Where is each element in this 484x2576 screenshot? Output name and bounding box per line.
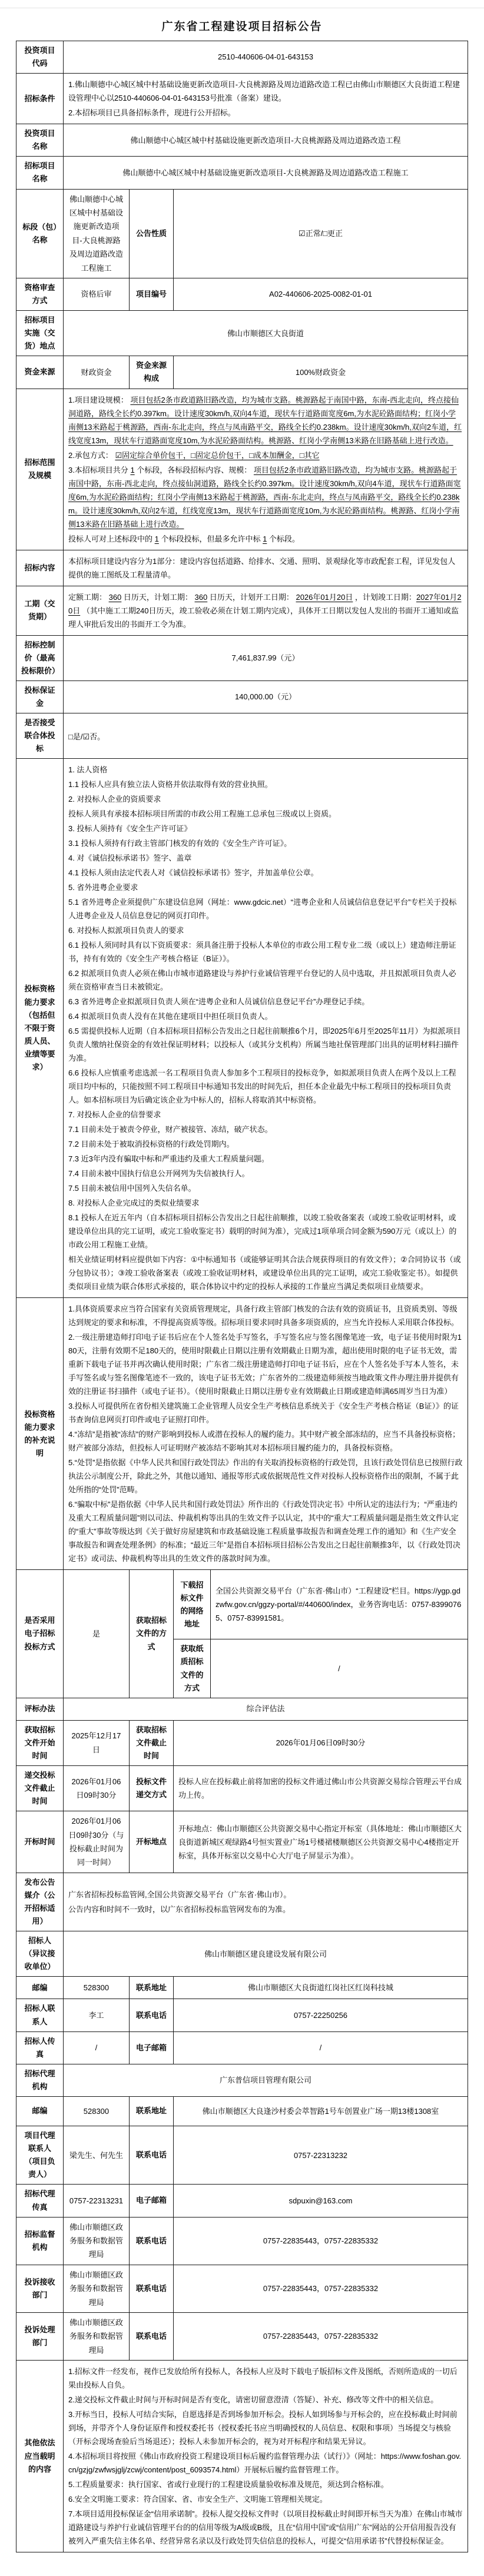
postal-code-2-label: 邮编 <box>16 2097 63 2126</box>
section-name-value: 佛山顺德中心城区城中村基础设施更新改造项目-大良桃源路及周边道路改造工程施工 <box>63 189 129 278</box>
tenderer-email-label: 电子邮箱 <box>129 2031 173 2064</box>
submit-method-label: 投标文件递交方式 <box>129 1765 173 1811</box>
row-qualification-method <box>16 278 468 310</box>
contact-address-1-label: 联系地址 <box>129 1977 173 1999</box>
document-end-value: 2026年01月06日09时30分 <box>173 1720 468 1765</box>
supervisor-label: 招标监督机构 <box>16 2217 63 2265</box>
row-section-name <box>16 189 468 278</box>
tenderer-fax-value: / <box>63 2031 129 2064</box>
submit-deadline-label: 递交投标文件截止时间 <box>16 1765 63 1811</box>
announcement-table <box>16 41 468 2552</box>
fund-source-value: 财政资金 <box>63 356 129 389</box>
opening-time-label: 开标时间 <box>16 1811 63 1873</box>
row-tender-conditions <box>16 74 468 124</box>
complaint-handle-phone-label: 联系电话 <box>129 2312 173 2360</box>
tender-content-value: 本招标项目建设内容分为1部分：建设内容包括道路、给排水、交通、照明、景观绿化等市政配套工程，详见发包人提供的施工图纸及工程量清单。 <box>63 550 468 586</box>
postal-code-2-value: 528300 <box>63 2097 129 2126</box>
announcement-nature-label: 公告性质 <box>129 189 173 278</box>
tender-conditions-value: 1.佛山顺德中心城区城中村基础设施更新改造项目-大良桃源路及周边道路改造工程已由佛山市顺德区大良街道工程建设管理中心以2510-440606-04-01-643153号批准（备案）建设。 2.本招标项目已具备招标条件，现进行公开招标。 <box>63 74 468 124</box>
electronic-bidding-value: 是 <box>63 1570 129 1698</box>
agency-phone-label: 联系电话 <box>129 2126 173 2185</box>
tender-project-name-label: 招标项目名称 <box>16 157 63 189</box>
tender-content-label: 招标内容 <box>16 550 63 586</box>
qualification-requirements-label: 投标资格能力要求（包括但不限于资质人员、业绩等要求） <box>16 759 63 1298</box>
agency-value: 广东普信项目管理有限公司 <box>63 2064 468 2096</box>
investment-code-label: 投资项目代码 <box>16 41 63 74</box>
row-complaint-receive <box>16 2265 468 2312</box>
opening-place-label: 开标地点 <box>129 1811 173 1873</box>
supervisor-value: 佛山市顺德区政务服务和数据管理局 <box>63 2217 129 2265</box>
announcement-media-value: 广东省招标投标监管网,全国公共资源交易平台（广东省·佛山市）。 公告内容和时间不一致时，以广东省招标投标监管网发布的为准。 <box>63 1873 468 1931</box>
row-delivery-location <box>16 311 468 356</box>
paper-document-label: 获取纸质招标文件的方式 <box>173 1639 210 1698</box>
delivery-location-value: 佛山市顺德区大良街道 <box>63 311 468 356</box>
row-document-time <box>16 1720 468 1765</box>
row-postal-code-1 <box>16 1977 468 1999</box>
row-tender-scope <box>16 389 468 550</box>
other-content-label: 其他依法应当载明的内容 <box>16 2361 63 2552</box>
announcement-media-label: 发布公告媒介（公开招标适用） <box>16 1873 63 1931</box>
complaint-handle-label: 投诉处理部门 <box>16 2312 63 2360</box>
complaint-receive-phone-label: 联系电话 <box>129 2265 173 2312</box>
joint-venture-value: □是/☑否。 <box>63 713 468 759</box>
row-investment-name <box>16 124 468 157</box>
tender-conditions-label: 招标条件 <box>16 74 63 124</box>
tenderer-label: 招标人（异议接收单位） <box>16 1931 63 1977</box>
row-other-content <box>16 2361 468 2552</box>
agency-contact-value: 梁先生、何先生 <box>63 2126 129 2185</box>
complaint-handle-value: 佛山市顺德区政务服务和数据管理局 <box>63 2312 129 2360</box>
qualification-supplement-label: 投标资格能力要求的补充说明 <box>16 1298 63 1570</box>
tenderer-phone-label: 联系电话 <box>129 1999 173 2031</box>
tender-announcement-page <box>0 8 484 2552</box>
row-tenderer <box>16 1931 468 1977</box>
complaint-receive-phone-value: 0757-22835443，0757-22835332 <box>173 2265 468 2312</box>
agency-fax-value: 0757-22313231 <box>63 2185 129 2217</box>
row-complaint-handle <box>16 2312 468 2360</box>
control-price-label: 招标控制价（最高投标限价） <box>16 635 63 680</box>
complaint-receive-value: 佛山市顺德区政务服务和数据管理局 <box>63 2265 129 2312</box>
row-tenderer-contact <box>16 1999 468 2031</box>
tenderer-contact-label: 招标人联系人 <box>16 1999 63 2031</box>
duration-label: 工期（交货期） <box>16 586 63 635</box>
contact-address-2-value: 佛山市顺德区大良逢沙村委会萃智路1号车创置业广场一期13楼1308室 <box>173 2097 468 2126</box>
investment-name-value: 佛山顺德中心城区城中村基础设施更新改造项目-大良桃源路及周边道路改造工程 <box>63 124 468 157</box>
download-url-value: 全国公共资源交易平台（广东省·佛山市）“工程建设”栏目。https://ygp.gdzwfw.gov.cn/ggzy-portal/#/440600/index，业务咨询电话：0757-83990765、0757-83991581。 <box>210 1570 468 1639</box>
contact-address-1-value: 佛山市顺德区大良街道红岗社区红岗科技城 <box>173 1977 468 1999</box>
row-agency <box>16 2064 468 2096</box>
row-tenderer-fax <box>16 2031 468 2064</box>
tenderer-contact-value: 李工 <box>63 1999 129 2031</box>
supervisor-phone-label: 联系电话 <box>129 2217 173 2265</box>
row-supervisor <box>16 2217 468 2265</box>
tender-project-name-value: 佛山顺德中心城区城中村基础设施更新改造项目-大良桃源路及周边道路改造工程施工 <box>63 157 468 189</box>
row-fund-source <box>16 356 468 389</box>
document-start-value: 2025年12月17日 <box>63 1720 129 1765</box>
other-content-value: 1.招标文件一经发布，视作已发放给所有投标人，各投标人应及时下载电子版招标文件及图纸，否则所造成的一切后果由投标人自负。 2.递交投标文件截止时间与开标时间是否有变化，请密切留意澄清（答疑）、补充、修改等文件中的相关信息。 3.开标当日，投标人可结合实际，自愿选择是否到场参加开标会。投标人如到场参与开标会的，应在投标截止时间前到场，并带齐个人身份证原件和授权委托书（授权委托书应当明确授权的人员信息、权限和事项）当场提交与核验（开标会现场查验后当场退还）；投标人未参加开标会的，视为对开标程序和结果无异议。 4.本招标项目将按照《佛山市政府投资工程建设项目标后履约监督管理办法（试行）》（网址：https://www.foshan.gov.cn/gzjg/zwfwsjglj/zcwj/content/post_6093574.html）开展标后履约监督管理工作。 5.工程质量要求：执行国家、省或行业现行的工程建设质量验收标准及规范，须达到合格标准。 6.安全文明施工要求：符合国家、省、市安全生产、文明施工管理相关规定。 7.本项目适用投标保证金“信用承诺制”。投标人提交投标文件时（以项目投标截止时间即开标当天为准）在佛山市城市道路建设与养护行业诚信管理平台的的信用等级为A级或B级，且在“信用中国”或“信用广东”网站的公开信用报告没有被列入严重失信主体名单、经营异常名录以及行政处罚失信信息的投标人，可提交“信用承诺书”代替投标保证金。 <box>63 2361 468 2552</box>
agency-contact-label: 项目代理联系人（项目负责人） <box>16 2126 63 2185</box>
agency-phone-value: 0757-22313232 <box>173 2126 468 2185</box>
evaluation-method-label: 评标办法 <box>16 1698 63 1720</box>
row-submit-deadline <box>16 1765 468 1811</box>
qualification-method-value: 资格后审 <box>63 278 129 310</box>
complaint-receive-label: 投诉接收部门 <box>16 2265 63 2312</box>
bid-deposit-label: 投标保证金 <box>16 680 63 713</box>
fund-composition-value: 100%财政资金 <box>173 356 468 389</box>
qualification-method-label: 资格审查方式 <box>16 278 63 310</box>
row-qualification-supplement <box>16 1298 468 1570</box>
opening-place-value: 开标地点：佛山市顺德区公共资源交易中心指定开标室（具体地址：佛山市顺德区大良街道新城区观绿路4号恒实置业广场1号楼裙楼顺德区公共资源交易中心4楼指定开标室，具体开标室以交易中心大厅电子屏显示为准）。 <box>173 1811 468 1873</box>
control-price-value: 7,461,837.99（元） <box>63 635 468 680</box>
submit-method-value: 投标人应在投标截止前将加密的投标文件通过佛山市公共资源交易综合管理云平台成功上传。 <box>173 1765 468 1811</box>
fund-source-label: 资金来源 <box>16 356 63 389</box>
obtain-method-label: 获取招标文件的方式 <box>129 1570 173 1698</box>
tenderer-email-value: / <box>173 2031 468 2064</box>
row-joint-venture <box>16 713 468 759</box>
tender-scope-label: 招标范围及规模 <box>16 389 63 550</box>
agency-label: 招标代理机构 <box>16 2064 63 2096</box>
tender-scope-value: 1.项目建设规模： 项目包括2条市政道路旧路改造，均为城市支路。桃源路起于南国中路，东南-西北走向，终点接仙洞道路，路线全长约0.397km。设计速度30km/h,双向4车道，现状车行道路面宽度6m,为水泥砼路面结构；红岗小学南侧13米路起于桃源路，西南-东北走向，终点与凤南路平交，路线全长约0.238km。设计速度30km/h,双向2车道，红线宽度13m，现状车行道路面宽度10m,为水泥砼路面结构。桃源路、红岗小学南侧13米路在旧路基础上进行改造。 2.承包方式： ☑固定综合单价包干，□固定总价包干，□成本加酬金，□其它 3.本招标项目共分 1 个标段，各标段招标内容、规模： 项目包括2条市政道路旧路改造，均为城市支路。桃源路起于南国中路，东南-西北走向，终点接仙洞道路，路线全长约0.397km。设计速度30km/h,双向4车道，现状车行道路面宽度6m,为水泥砼路面结构；红岗小学南侧13米路起于桃源路，西南-东北走向，终点与凤南路平交，路线全长约0.238km。设计速度30km/h,双向2车道，红线宽度13m，现状车行道路面宽度10m,为水泥砼路面结构。桃源路、红岗小学南侧13米路在旧路基础上进行改造。 投标人可对上述标段中的 1 个标段投标，但最多允许中标 1 个标段。 <box>63 389 468 550</box>
row-postal-code-2 <box>16 2097 468 2126</box>
row-control-price <box>16 635 468 680</box>
download-url-label: 下载招标文件的网络地址 <box>173 1570 210 1639</box>
row-electronic-bidding <box>16 1570 468 1639</box>
submit-deadline-value: 2026年01月06日09时30分 <box>63 1765 129 1811</box>
row-bid-deposit <box>16 680 468 713</box>
row-duration <box>16 586 468 635</box>
complaint-handle-phone-value: 0757-22835443，0757-22835332 <box>173 2312 468 2360</box>
contact-address-2-label: 联系地址 <box>129 2097 173 2126</box>
tenderer-value: 佛山市顺德区建良建设发展有限公司 <box>63 1931 468 1977</box>
agency-email-label: 电子邮箱 <box>129 2185 173 2217</box>
investment-name-label: 投资项目名称 <box>16 124 63 157</box>
postal-code-1-value: 528300 <box>63 1977 129 1999</box>
supervisor-phone-value: 0757-22835443，0757-22835332 <box>173 2217 468 2265</box>
row-investment-code <box>16 41 468 74</box>
joint-venture-label: 是否接受联合体投标 <box>16 713 63 759</box>
row-announcement-media <box>16 1873 468 1931</box>
page-title: 广东省工程建设项目招标公告 <box>161 21 323 33</box>
row-qualification-requirements <box>16 759 468 1298</box>
document-end-label: 获取招标文件截止时间 <box>129 1720 173 1765</box>
row-evaluation-method <box>16 1698 468 1720</box>
electronic-bidding-label: 是否采用电子招标投标方式 <box>16 1570 63 1698</box>
document-start-label: 获取招标文件开始时间 <box>16 1720 63 1765</box>
postal-code-1-label: 邮编 <box>16 1977 63 1999</box>
tenderer-phone-value: 0757-22250256 <box>173 1999 468 2031</box>
section-name-label: 标段（包）名称 <box>16 189 63 278</box>
row-tender-project-name <box>16 157 468 189</box>
project-number-label: 项目编号 <box>129 278 173 310</box>
paper-document-value: / <box>210 1639 468 1698</box>
evaluation-method-value: 综合评估法 <box>63 1698 468 1720</box>
opening-time-value: 2026年01月06日09时30分（与投标截止时间为同一时间） <box>63 1811 129 1873</box>
row-agency-contact <box>16 2126 468 2185</box>
tenderer-fax-label: 招标人传真 <box>16 2031 63 2064</box>
delivery-location-label: 招标项目实施（交货）地点 <box>16 311 63 356</box>
qualification-requirements-value: 1. 法人资格 1.1 投标人应具有独立法人资格并依法取得有效的营业执照。 2. 对投标人企业的资质要求 投标人须具有承接本招标项目所需的市政公用工程施工总承包三级或以上资质。 3. 投标人须持有《安全生产许可证》 3.1 投标人须持有行政主管部门核发的有效的《安全生产许可证》。 4. 对《诚信投标承诺书》签字、盖章 4.1 投标人须由法定代表人对《诚信投标承诺书》签字，并加盖单位公章。 5. 省外进粤企业要求 5.1 省外进粤企业须提供广东建设信息网（网址：www.gdcic.net）“进粤企业和人员诚信信息登记平台”专栏关于投标人进粤企业及人员信息登记的网页打印件。 6. 对投标人拟派项目负责人的要求 6.1 投标人须同时具有以下资质要求：须具备注册于投标人本单位的市政公用工程专业二级（或以上）建造师注册证书，持有有效的《安全生产考核合格证（B证）》。 6.2 拟派项目负责人必须在佛山市城市道路建设与养护行业诚信管理平台登记的人员中选取，并且拟派项目负责人必须在资格审查当日未被锁定。 6.3 省外进粤企业拟派项目负责人须在“进粤企业和人员诚信信息登记平台”办理登记手续。 6.4 拟派项目负责人没有在其他在建项目中担任项目负责人。 6.5 需提供投标人近期（自本招标项目招标公告发出之日起往前顺推6个月，即2025年6月至2025年11月）为拟派项目负责人缴纳社保资金的有效社保证明材料；以投标人（或其分支机构）所属当地社保管理部门出具的证明材料扫描件为准。 6.6 投标人应慎重考虑选派一名工程项目负责人参加多个工程项目的投标竞争，如拟派项目负责人在两个及以上工程项目均中标的，只能按照不同工程项目中标通知书发出的时间先后，担任本企业最先中标工程项目的投标项目负责人。如本招标项目为后确定该企业为中标人的，招标人将取消其中标资格。 7. 对投标人企业的信誉要求 7.1 目前未处于被责令停业，财产被接管、冻结，破产状态。 7.2 目前未处于被取消投标资格的行政处罚期内。 7.3 近3年内没有骗取中标和严重违约及重大工程质量问题。 7.4 目前未被中国执行信息公开网列为失信被执行人。 7.5 目前未被信用中国列入失信名单。 8. 对投标人企业完成过的类似业绩要求 8.1 投标人在近五年内（自本招标项目招标公告发出之日起往前顺推，以竣工验收备案表（或竣工验收证明材料，或建设单位出具的完工证明，或完工验收鉴定书）载明的时间为准），完成过1项单项合同金额为590万元（或以上）的市政公用工程施工业绩。 相关业绩证明材料应提供如下内容：①中标通知书（或能够证明其合法合规获得项目的有效文件）；②合同协议书（或分包协议书）；③竣工验收备案表（或竣工验收证明材料，或建设单位出具的完工证明，或完工验收鉴定书）。如提供类似项目业绩为联合体形式承接的，联合体协议中约定的投标人承接的工作量应当满足类似项目业绩要求。 <box>63 759 468 1298</box>
fund-composition-label: 资金来源构成 <box>129 356 173 389</box>
row-opening <box>16 1811 468 1873</box>
row-tender-content <box>16 550 468 586</box>
project-number-value: A02-440606-2025-0082-01-01 <box>173 278 468 310</box>
qualification-supplement-value: 1.具体资质要求应当符合国家有关资质管理规定，具备行政主管部门核发的合法有效的资质证书，且资质类别、等级达到规定的要求和标准，不得提高资质等级。招标项目要求同时具备多项资质的，应当允许投标人采用联合体投标。 2.一级注册建造师打印电子证书后应在个人签名处手写签名，手写签名应与签名图像笔迹一致，电子证书使用时限为180天，注册有效期不足180天的，使用时限截止日期以注册有效期截止日期为准，超出使用时限的电子证书无效，需重新下载电子证书并再次确认使用时限；广东省二级注册建造师打印电子证书后，应在个人签名处手写本人签名，未手写签名或与签名图像笔迹不一致的，该电子证书无效；广东省外的二级建造师须按当地政策文件办理注册并提供有效的注册证书扫描件（或电子证书）。（使用时限截止日期以注册专业有效期截止日期或建造师满65周岁当日为准） 3.投标人可提供所在省份相关建筑施工企业管理人员安全生产考核信息系统关于《安全生产考核合格证（B证）》的证书查询信息网页打印件或电子证照打印件。 4.“冻结”是指被“冻结”的财产影响到投标人或潜在投标人的履约能力。其中财产被全部冻结的，应当不具备投标资格；财产被部分冻结，但投标人可证明财产被冻结不影响其对本招标项目履约能力的，具备投标资格。 5.“处罚”是指依据《中华人民共和国行政处罚法》作出的有关取消投标资格的行政处罚，且该行政处罚信息已按照行政执法公示制度公开，除此之外，其他以通知、通报等形式或依据规范性文件对投标人投标资格作出的限制，不属于此处所指的“处罚”范畴。 6.“骗取中标”是指依据《中华人民共和国行政处罚法》所作出的《行政处罚决定书》中所认定的违法行为；“严重违约及重大工程质量问题”则以司法、仲裁机构等出具的生效文件予以认定，其中的“重大”工程质量问题是指生效文件认定的“重大”事故等级达到《关于做好房屋建筑和市政基础设施工程质量事故报告和调查处理工作的通知》和《生产安全事故报告和调查处理条例》的标准；“最近三年”是指自本招标项目招标公告发出之日起往前顺推3年，以《行政处罚决定书》或司法、仲裁机构等出具的生效文件的落款时间为准。 <box>63 1298 468 1570</box>
bid-deposit-value: 140,000.00（元） <box>63 680 468 713</box>
agency-fax-label: 招标代理传真 <box>16 2185 63 2217</box>
duration-value: 定额工期： 360 日历天，计划工期： 360 日历天，计划开工日期： 2026年01月20日 ，计划竣工日期：2027年01月20日 （其中施工工期240日历天，竣工验收必须在计划工期内完成），具体开工日期以发包人发出的书面开工通知或监理人审批后发出的书面开工令为准。 <box>63 586 468 635</box>
investment-code-value: 2510-440606-04-01-643153 <box>63 41 468 74</box>
agency-email-value: sdpuxin@163.com <box>173 2185 468 2217</box>
announcement-nature-value: ☑正常/□更正 <box>173 189 468 278</box>
row-agency-fax <box>16 2185 468 2217</box>
